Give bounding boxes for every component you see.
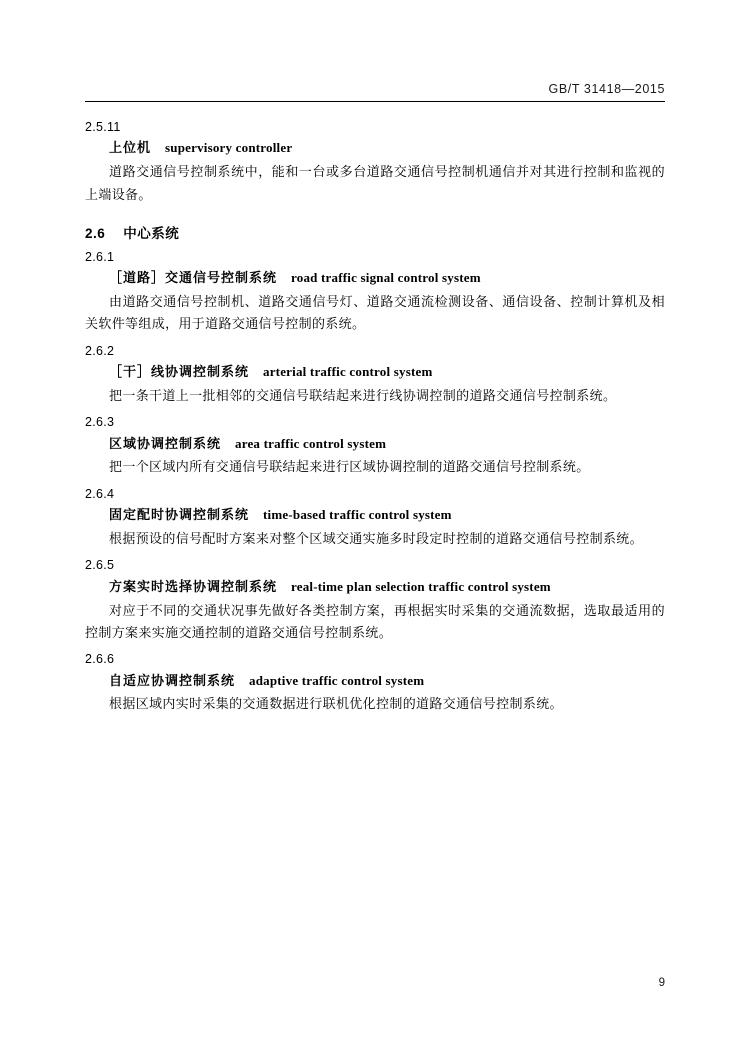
entry-number: 2.6.1	[85, 249, 115, 264]
entry-term	[109, 138, 665, 159]
section-number: 2.6	[85, 225, 106, 241]
entry-term-en: arterial traffic control system	[263, 364, 433, 380]
entry-term-en: area traffic control system	[235, 435, 387, 451]
entry-definition: 道路交通信号控制系统中，能和一台或多台道路交通信号控制机通信并对其进行控制和监视的上端设备。	[85, 164, 665, 202]
entry-number: 2.5.11	[85, 120, 121, 134]
entry-term	[109, 577, 665, 598]
entry-term-cn: 上位机	[109, 140, 152, 156]
entry-definition: 根据预设的信号配时方案来对整个区域交通实施多时段定时控制的道路交通信号控制系统。	[109, 531, 644, 547]
section-heading	[85, 222, 665, 242]
term-entry	[85, 118, 665, 206]
entry-term-cn: 固定配时协调控制系统	[109, 507, 250, 523]
entry-term	[109, 268, 665, 289]
entry-term	[109, 671, 665, 692]
entry-term-en: time-based traffic control system	[263, 507, 452, 523]
term-entry	[85, 556, 665, 644]
entry-term-cn: ［道路］交通信号控制系统	[109, 270, 278, 286]
term-entry	[85, 248, 665, 336]
entry-number: 2.6.5	[85, 558, 115, 573]
entry-term-cn: 自适应协调控制系统	[109, 672, 236, 688]
entry-definition: 把一个区域内所有交通信号联结起来进行区域协调控制的道路交通信号控制系统。	[109, 459, 590, 475]
entry-term-cn: 区域协调控制系统	[109, 435, 222, 451]
entry-definition: 对应于不同的交通状况事先做好各类控制方案，再根据实时采集的交通流数据，选取最适用的控制方案来实施交通控制的道路交通信号控制系统。	[85, 602, 665, 640]
section-title: 中心系统	[123, 225, 180, 241]
entry-term	[109, 505, 665, 526]
entry-term-cn: ［干］线协调控制系统	[109, 364, 250, 380]
page-number: 9	[658, 977, 665, 989]
term-entry	[85, 342, 665, 408]
entry-number: 2.6.6	[85, 652, 115, 667]
entry-term-en: supervisory controller	[165, 140, 293, 156]
entry-term	[109, 434, 665, 455]
entry-number: 2.6.2	[85, 343, 115, 358]
entry-number: 2.6.3	[85, 415, 115, 430]
entry-term	[109, 362, 665, 383]
term-entry	[85, 413, 665, 479]
entry-term-en: road traffic signal control system	[291, 270, 481, 286]
page-content	[85, 112, 665, 716]
term-entry	[85, 485, 665, 551]
header-divider	[85, 101, 665, 102]
term-entry	[85, 650, 665, 716]
entry-definition: 由道路交通信号控制机、道路交通信号灯、道路交通流检测设备、通信设备、控制计算机及相关软件等组成，用于道路交通信号控制的系统。	[85, 294, 665, 332]
page-header-standard-code: GB/T 31418—2015	[548, 82, 665, 96]
entry-definition: 根据区域内实时采集的交通数据进行联机优化控制的道路交通信号控制系统。	[109, 696, 563, 712]
entry-term-cn: 方案实时选择协调控制系统	[109, 578, 278, 594]
entry-term-en: real-time plan selection traffic control system	[291, 578, 551, 594]
entry-definition: 把一条干道上一批相邻的交通信号联结起来进行线协调控制的道路交通信号控制系统。	[109, 387, 617, 403]
entry-number: 2.6.4	[85, 486, 115, 501]
entry-term-en: adaptive traffic control system	[249, 672, 425, 688]
